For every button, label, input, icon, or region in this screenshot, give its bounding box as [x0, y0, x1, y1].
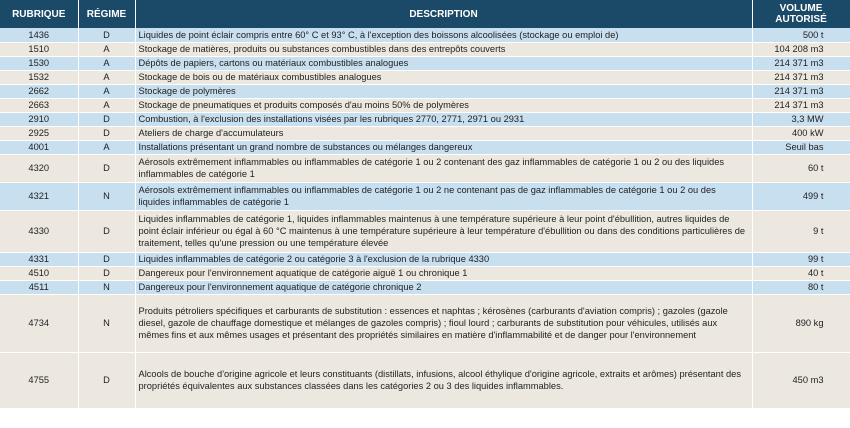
description-cell: Alcools de bouche d'origine agricole et leurs constituants (distillats, infusions, alcool éthylique d'origine agricole, extraits et arômes) présentant des propriétés équivalentes aux substances classées dans les catégories 2 ou 3 des liquides inflammables.	[135, 352, 752, 408]
description-cell: Dépôts de papiers, cartons ou matériaux combustibles analogues	[135, 56, 752, 70]
description-cell: Liquides inflammables de catégorie 2 ou catégorie 3 à l'exclusion de la rubrique 4330	[135, 252, 752, 266]
volume-cell: 400 kW	[752, 126, 850, 140]
description-cell: Aérosols extrêmement inflammables ou inflammables de catégorie 1 ou 2 contenant des gaz inflammables de catégorie 1 ou 2 ou des liquides inflammables de catégorie 1	[135, 154, 752, 182]
regime-cell: D	[78, 154, 135, 182]
table-row	[0, 352, 850, 408]
header-volume: VOLUME AUTORISÉ	[752, 0, 850, 28]
table-row	[0, 280, 850, 294]
table-row	[0, 112, 850, 126]
regime-cell: N	[78, 182, 135, 210]
description-cell: Ateliers de charge d'accumulateurs	[135, 126, 752, 140]
volume-cell: 499 t	[752, 182, 850, 210]
rubrique-cell: 2910	[0, 112, 78, 126]
rubrique-cell: 1532	[0, 70, 78, 84]
volume-cell: 80 t	[752, 280, 850, 294]
volume-cell: Seuil bas	[752, 140, 850, 154]
table-row	[0, 56, 850, 70]
volume-cell: 40 t	[752, 266, 850, 280]
rubrique-cell: 4321	[0, 182, 78, 210]
rubrique-cell: 4330	[0, 210, 78, 252]
description-cell: Liquides de point éclair compris entre 60° C et 93° C, à l'exception des boissons alcoolisées (stockage ou emploi de)	[135, 28, 752, 42]
header-row	[0, 0, 850, 28]
regime-cell: D	[78, 252, 135, 266]
regime-cell: A	[78, 98, 135, 112]
volume-cell: 214 371 m3	[752, 98, 850, 112]
description-cell: Installations présentant un grand nombre de substances ou mélanges dangereux	[135, 140, 752, 154]
rubrique-cell: 1530	[0, 56, 78, 70]
regime-cell: A	[78, 140, 135, 154]
rubrique-cell: 4734	[0, 294, 78, 352]
volume-cell: 450 m3	[752, 352, 850, 408]
regime-cell: D	[78, 28, 135, 42]
table-row	[0, 28, 850, 42]
regime-cell: N	[78, 280, 135, 294]
description-cell: Produits pétroliers spécifiques et carburants de substitution : essences et naphtas ; kérosènes (carburants d'aviation compris) ; gazoles (gazole diesel, gazole de chauffage domestique et mélanges de gazoles compris) ; fioul lourd ; carburants de substitution pour véhicules, utilisés aux mêmes fins et aux mêmes usages et présentant des propriétés similaires en matière d'inflammabilité et de danger pour l'environnement	[135, 294, 752, 352]
regime-cell: A	[78, 56, 135, 70]
table-row	[0, 42, 850, 56]
description-cell: Aérosols extrêmement inflammables ou inflammables de catégorie 1 ou 2 ne contenant pas de gaz inflammables de catégorie 1 ou 2 ou des liquides inflammables de catégorie 1	[135, 182, 752, 210]
regime-cell: D	[78, 126, 135, 140]
volume-cell: 99 t	[752, 252, 850, 266]
table-row	[0, 294, 850, 352]
rubrique-cell: 1436	[0, 28, 78, 42]
table-row	[0, 154, 850, 182]
rubrique-cell: 4511	[0, 280, 78, 294]
description-cell: Dangereux pour l'environnement aquatique de catégorie chronique 2	[135, 280, 752, 294]
regime-cell: D	[78, 112, 135, 126]
regime-cell: N	[78, 294, 135, 352]
description-cell: Liquides inflammables de catégorie 1, liquides inflammables maintenus à une température supérieure à leur point d'ébullition, autres liquides de point éclair inférieur ou égal à 60 °C maintenus à une température supérieure à leur température d'ébullition ou dans des conditions particulières de traitement, telles qu'une pression ou une température élevée	[135, 210, 752, 252]
regime-cell: A	[78, 70, 135, 84]
regime-cell: D	[78, 352, 135, 408]
table-row	[0, 210, 850, 252]
table-row	[0, 182, 850, 210]
description-cell: Stockage de bois ou de matériaux combustibles analogues	[135, 70, 752, 84]
table-row	[0, 126, 850, 140]
regime-cell: A	[78, 84, 135, 98]
volume-cell: 3,3 MW	[752, 112, 850, 126]
rubrique-cell: 4320	[0, 154, 78, 182]
table-row	[0, 84, 850, 98]
regime-cell: A	[78, 42, 135, 56]
volume-cell: 890 kg	[752, 294, 850, 352]
volume-cell: 104 208 m3	[752, 42, 850, 56]
volume-cell: 214 371 m3	[752, 84, 850, 98]
header-regime: RÉGIME	[78, 0, 135, 28]
table-row	[0, 266, 850, 280]
volume-cell: 214 371 m3	[752, 70, 850, 84]
table-row	[0, 98, 850, 112]
description-cell: Combustion, à l'exclusion des installations visées par les rubriques 2770, 2771, 2971 ou 2931	[135, 112, 752, 126]
table-row	[0, 252, 850, 266]
rubrique-cell: 4001	[0, 140, 78, 154]
rubrique-cell: 4331	[0, 252, 78, 266]
volume-cell: 9 t	[752, 210, 850, 252]
description-cell: Stockage de matières, produits ou substances combustibles dans des entrepôts couverts	[135, 42, 752, 56]
table-row	[0, 140, 850, 154]
rubrique-cell: 2662	[0, 84, 78, 98]
regime-cell: D	[78, 210, 135, 252]
header-rubrique: RUBRIQUE	[0, 0, 78, 28]
rubrique-cell: 4755	[0, 352, 78, 408]
description-cell: Stockage de pneumatiques et produits composés d'au moins 50% de polymères	[135, 98, 752, 112]
volume-cell: 214 371 m3	[752, 56, 850, 70]
table-row	[0, 70, 850, 84]
header-description: DESCRIPTION	[135, 0, 752, 28]
description-cell: Dangereux pour l'environnement aquatique de catégorie aiguë 1 ou chronique 1	[135, 266, 752, 280]
rubrique-cell: 1510	[0, 42, 78, 56]
rubrique-cell: 4510	[0, 266, 78, 280]
regime-cell: D	[78, 266, 135, 280]
volume-cell: 500 t	[752, 28, 850, 42]
rubrique-cell: 2663	[0, 98, 78, 112]
description-cell: Stockage de polymères	[135, 84, 752, 98]
volume-cell: 60 t	[752, 154, 850, 182]
rubrique-cell: 2925	[0, 126, 78, 140]
